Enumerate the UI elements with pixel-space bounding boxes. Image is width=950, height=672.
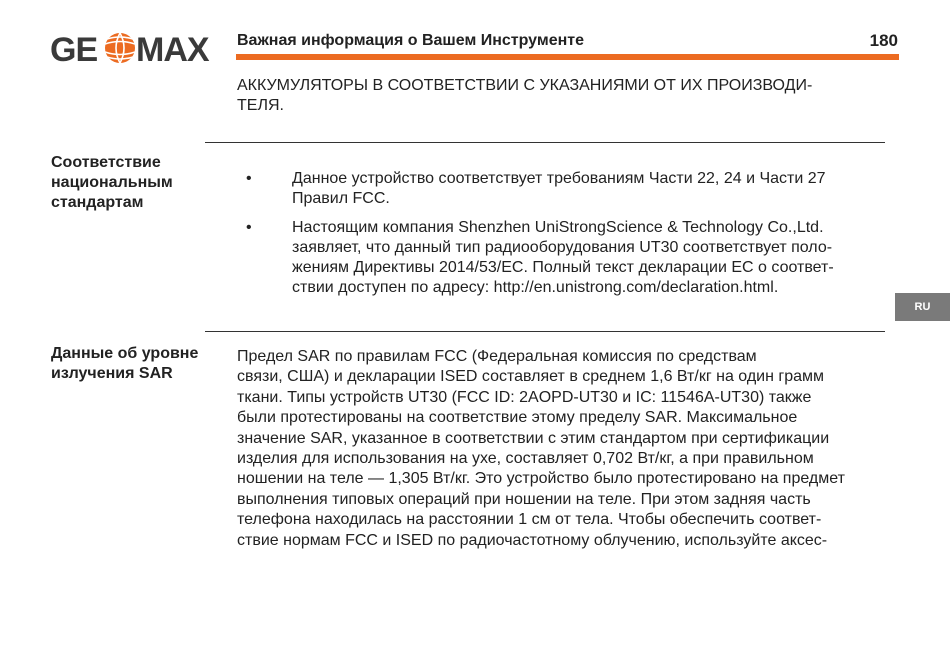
svg-text:GE: GE [50,31,98,68]
header-title: Важная информация о Вашем Инструменте [237,32,584,49]
language-tab-ru[interactable]: RU [895,293,950,321]
divider [205,142,885,143]
globe-icon [105,33,135,63]
list-item: • Данное устройство соответствует требованиям Части 22, 24 и Части 27 Правил FCC. [246,170,826,207]
intro-text: АККУМУЛЯТОРЫ В СООТВЕТСТВИИ С УКАЗАНИЯМИ ОТ ИХ ПРОИЗВОДИ- ТЕЛЯ. [237,77,813,114]
section-label-compliance: Соответствие национальным стандартам [51,154,173,211]
bullet: • [246,219,252,236]
divider [205,331,885,332]
page-number: 180 [869,31,898,50]
sar-paragraph: Предел SAR по правилам FCC (Федеральная комиссия по средствам связи, США) и декларации ISED составляет в среднем 1,6 Вт/кг на один грамм ткани. Типы устройств UT30 (FCC ID: 2AOPD-UT30 и IC: 11546A-UT30) также были протестированы на соответствие этому пределу SAR. Максимальное значение SAR, указанное в соответствии с этим стандартом при сертификации изделия для использования на ухе, составляет 0,702 Вт/кг, а при правильном ношении на теле — 1,305 Вт/кг. Это устройство было протестировано на предмет выполнения типовых операций при ношении на теле. При этом задняя часть телефона находилась на расстоянии 1 см от тела. Чтобы обеспечить соответ- ствие нормам FCC и ISED по радиочастотному облучению, используйте аксес- [237,348,845,549]
header-rule [236,54,899,60]
compliance-list [245,169,875,307]
geomax-logo [50,28,218,68]
svg-text:MAX: MAX [136,31,209,68]
section-label-sar: Данные об уровне излучения SAR [51,345,199,382]
list-item: • Настоящим компания Shenzhen UniStrongScience & Technology Co.,Ltd. заявляет, что данный тип радиооборудования UT30 соответствует поло- жениям Директивы 2014/53/EC. Полный текст декларации ЕС о соответ- ствии доступен по адресу: http://en.unistrong.com/declaration.html. [246,219,834,296]
bullet: • [246,170,252,187]
